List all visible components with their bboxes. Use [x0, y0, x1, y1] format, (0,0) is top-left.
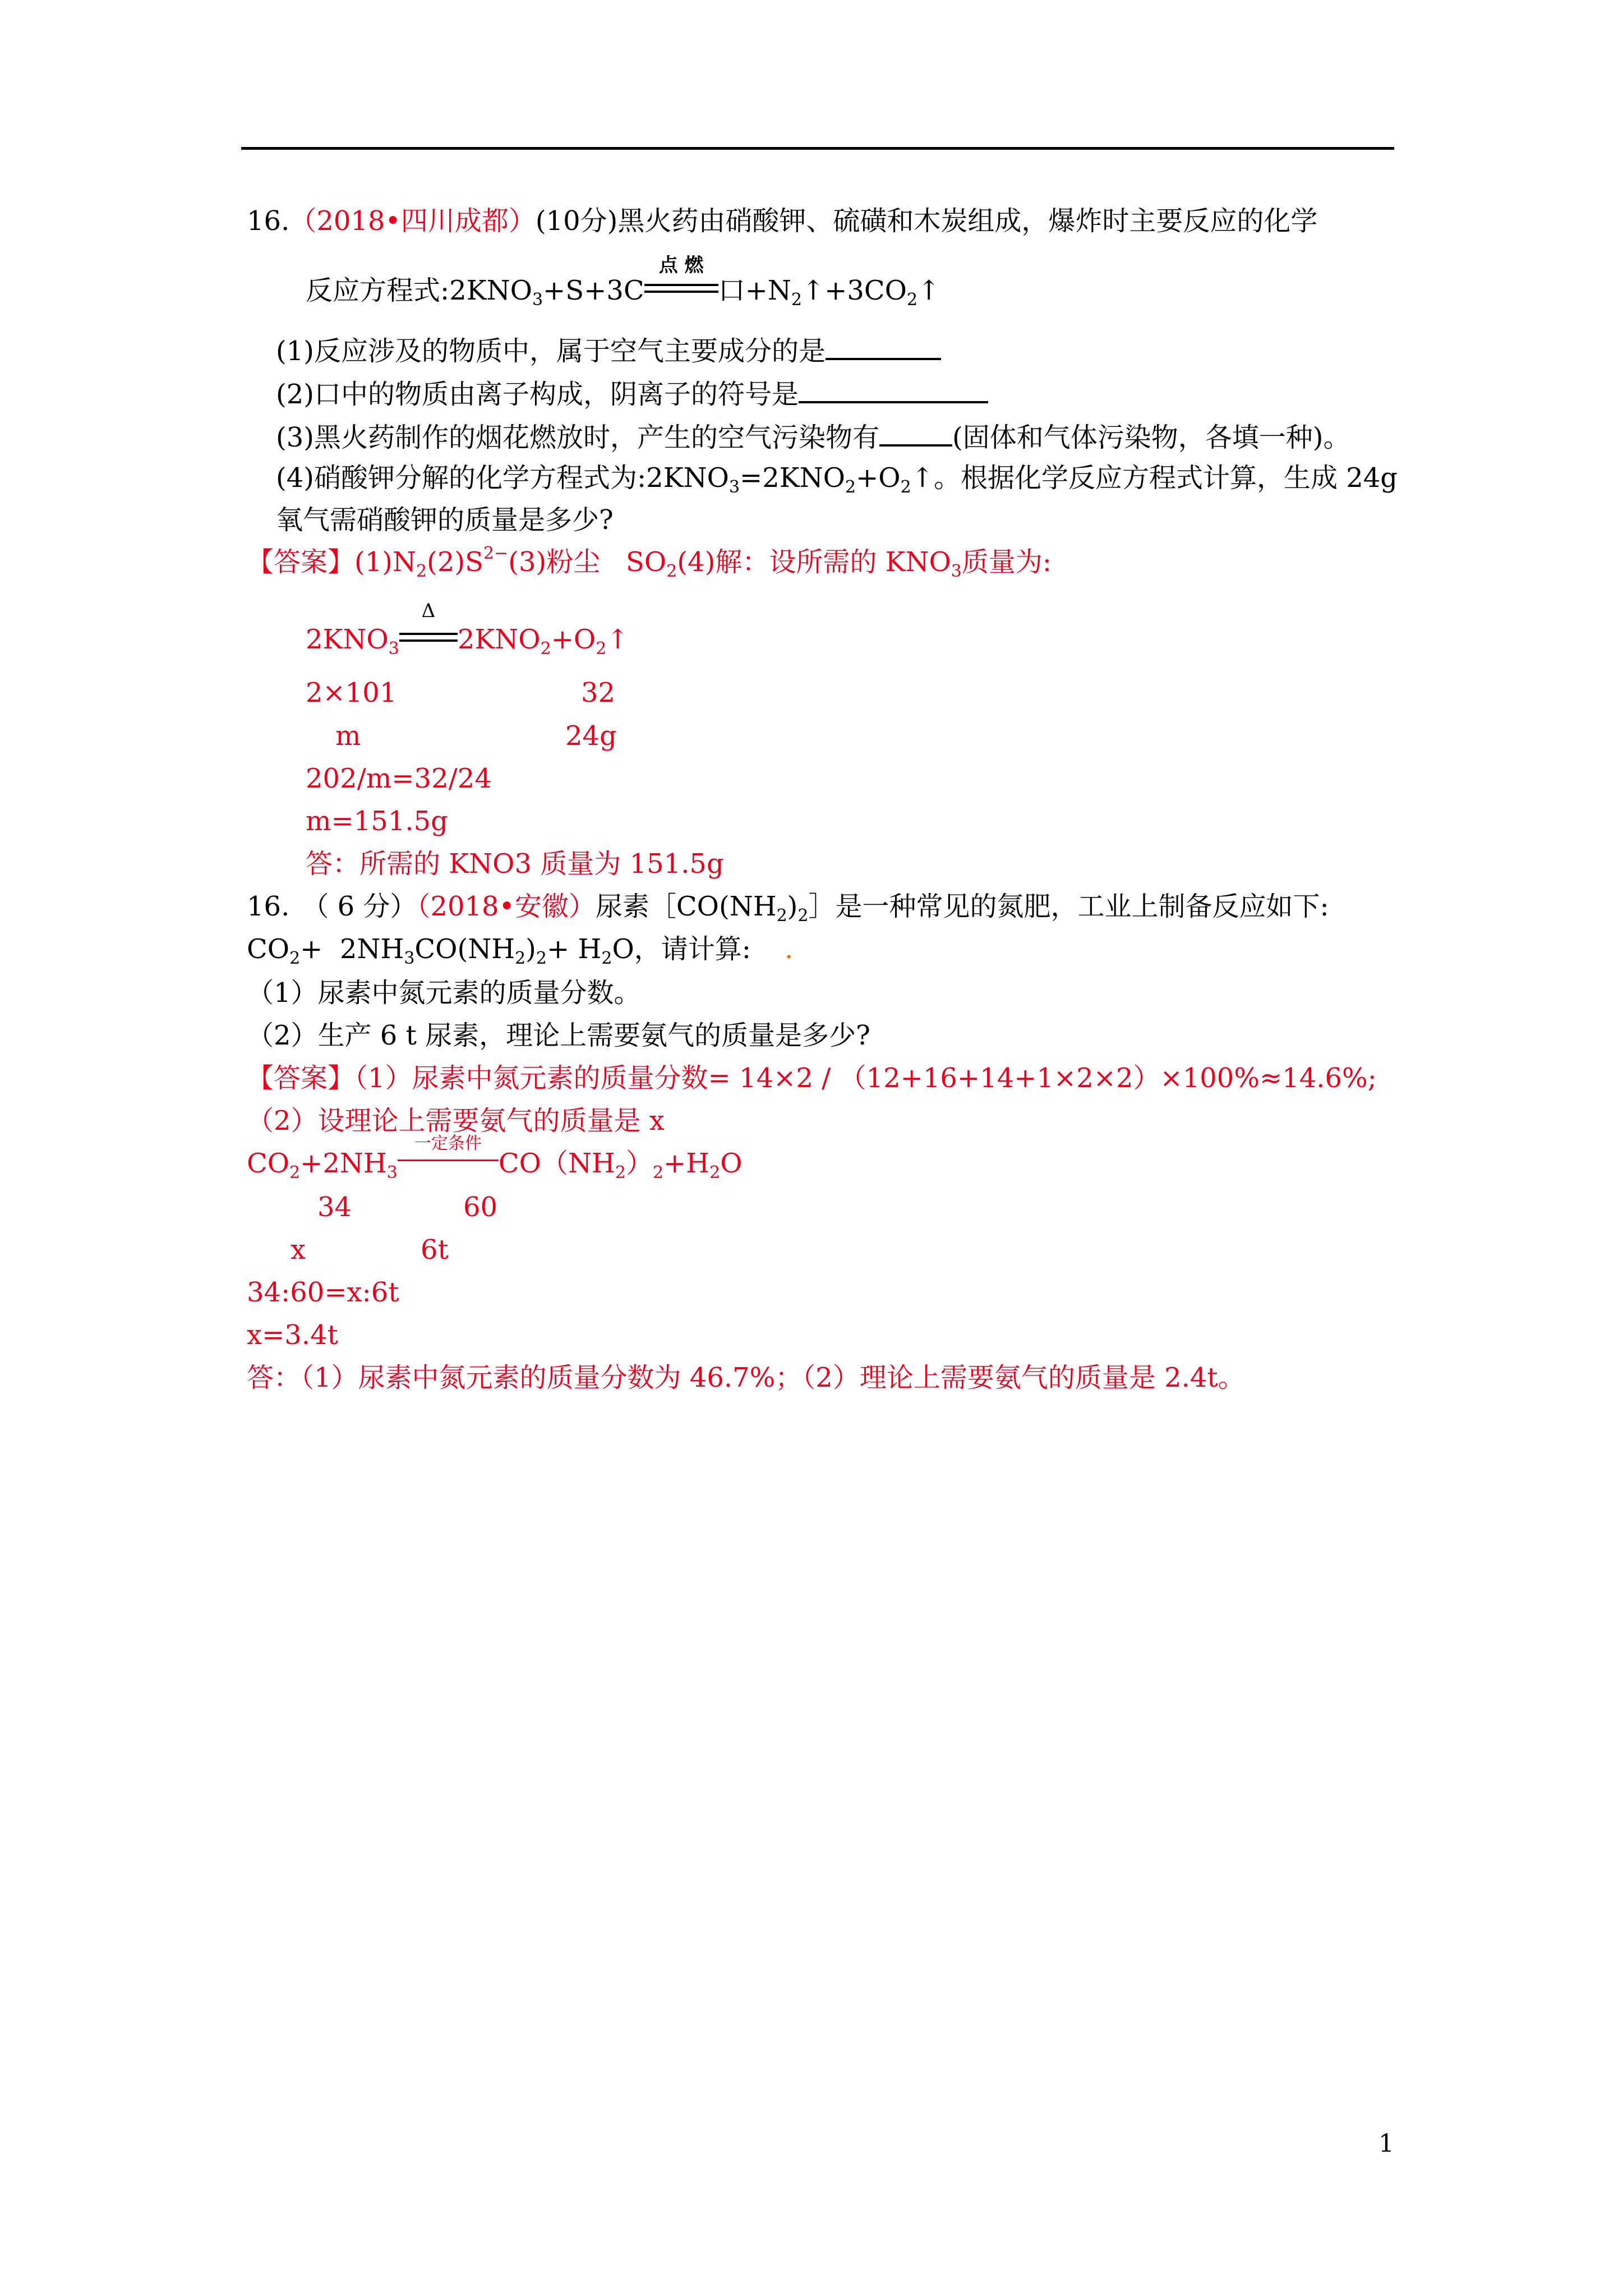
a1-line1: 【答案】$(1)N_2(2)S^{2-}(3)$粉尘 $SO_2(4)$解：设所需的 $KNO_3$质量为:: [247, 544, 1052, 581]
q1-part4-cont: 氧气需硝酸钾的质量是多少?: [276, 504, 614, 536]
answer-label: 【答案】: [247, 546, 355, 578]
heat-condition: Δ: [399, 622, 458, 657]
answer-blank[interactable]: [826, 333, 941, 360]
q2-part1: （1）尿素中氮元素的质量分数。: [247, 977, 641, 1009]
a1-result: m=151.5g: [306, 806, 448, 837]
a1-row2-right: 24g: [565, 720, 617, 752]
q1-equation: 反应方程式$:2KNO_3+S+3C$ 点 燃 口$+N_2↑+3CO_2↑$: [306, 254, 940, 310]
a2-row2-left: x: [291, 1234, 306, 1266]
a2-row1-right: 60: [463, 1191, 498, 1223]
a1-final: 答：所需的 KNO3 质量为 151.5g: [306, 848, 724, 880]
a1-row1-right: 32: [581, 677, 616, 708]
page-number: 1: [1378, 2129, 1394, 2158]
a1-equation: $2KNO_3$ Δ $2KNO_2+O_2↑$: [306, 600, 629, 659]
a2-row2-right: 6t: [421, 1234, 449, 1266]
ignite-condition: 点 燃: [644, 273, 718, 309]
header-rule: [241, 147, 1394, 150]
a1-row2-left: m: [335, 720, 361, 752]
a1-row1-left: 2×101: [306, 677, 397, 708]
q1-part3: (3)黑火药制作的烟花燃放时，产生的空气污染物有 (固体和气体污染物，各填一种)。: [276, 420, 1350, 455]
answer-blank[interactable]: [799, 376, 988, 403]
a2-ratio: 34:60=x:6t: [247, 1277, 399, 1308]
reaction-condition: 一定条件: [398, 1145, 499, 1181]
question-source: （2018•四川成都）: [289, 205, 536, 237]
q1-intro: 16.（2018•四川成都）(10分)黑火药由硝酸钾、硫磺和木炭组成，爆炸时主要反应的化学: [247, 205, 1318, 237]
q2-part2: （2）生产 6 t 尿素，理论上需要氨气的质量是多少?: [247, 1020, 870, 1051]
question-number: 16.: [247, 205, 290, 237]
a2-equation: $CO_2+2NH_3$ 一定条件 $CO(NH_2)_2+H_2O$: [247, 1134, 743, 1182]
q1-part2: (2)口中的物质由离子构成，阴离子的符号是: [276, 376, 988, 412]
question-source: （2018•安徽）: [417, 891, 596, 922]
answer-label: 【答案】: [247, 1062, 355, 1094]
a2-result: x=3.4t: [247, 1319, 338, 1351]
q1-part1: (1)反应涉及的物质中，属于空气主要成分的是: [276, 333, 941, 369]
answer-blank[interactable]: [879, 420, 952, 447]
q2-equation: $CO_2+ 2NH_3CO(NH_2)_2+ H_2O$，请计算: .: [247, 933, 794, 968]
a2-line2: （2）设理论上需要氨气的质量是 x: [247, 1105, 665, 1137]
a1-ratio: 202/m=32/24: [306, 763, 492, 794]
q1-part4: (4)硝酸钾分解的化学方程式为$:2KNO_3=2KNO_2+O_2↑$。根据化学反应方程式计算，生成 24g: [276, 462, 1398, 497]
q2-intro: 16. （ 6 分）（2018•安徽）尿素$[CO(NH_2)_2]$是一种常见的氮肥，工业上制备反应如下:: [247, 891, 1329, 926]
a2-final: 答：（1）尿素中氮元素的质量分数为 46.7%；（2）理论上需要氨气的质量是 2.4t。: [247, 1362, 1245, 1393]
a2-row1-left: 34: [317, 1191, 352, 1223]
a2-line1: 【答案】（1）尿素中氮元素的质量分数= 14×2 / （12+16+14+1×2×2）×100%≈14.6%;: [247, 1062, 1377, 1094]
